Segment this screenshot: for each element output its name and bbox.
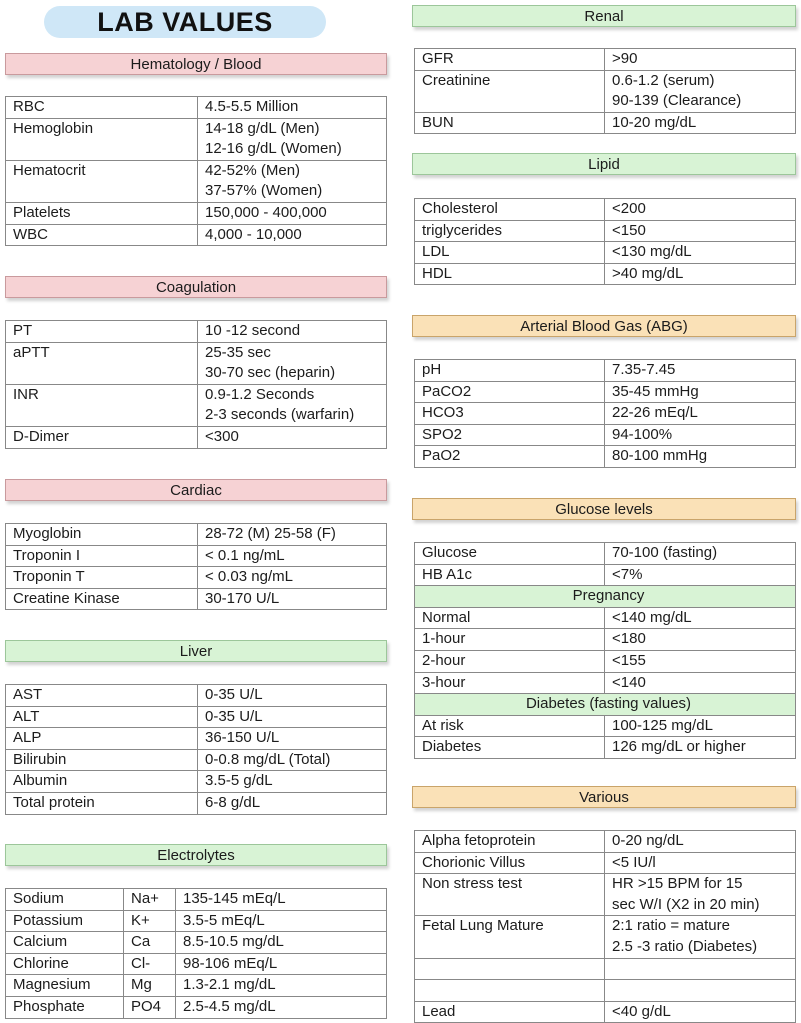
normal-range: 0-35 U/L: [198, 706, 387, 728]
test-name: 3-hour: [415, 672, 605, 694]
test-name: 2-hour: [415, 650, 605, 672]
normal-range: <7%: [605, 564, 796, 586]
table-row: [6, 996, 387, 1018]
test-name: PT: [6, 321, 198, 343]
normal-range: 0.9-1.2 Seconds 2-3 seconds (warfarin): [198, 384, 387, 426]
table-row: [6, 545, 387, 567]
normal-range: <140 mg/dL: [605, 607, 796, 629]
table-row: [6, 97, 387, 119]
table-row: [6, 749, 387, 771]
table-row: [415, 715, 796, 737]
normal-range: <40 g/dL: [605, 1001, 796, 1023]
lipid-table: [414, 198, 796, 285]
liver-table: [5, 684, 387, 815]
table-row: [6, 118, 387, 160]
test-name: [415, 980, 605, 1002]
cardiac-table: [5, 523, 387, 610]
normal-range: 100-125 mg/dL: [605, 715, 796, 737]
table-row: [6, 224, 387, 246]
normal-range: 42-52% (Men) 37-57% (Women): [198, 160, 387, 202]
table-row: [415, 424, 796, 446]
test-name: AST: [6, 685, 198, 707]
test-name: Alpha fetoprotein: [415, 831, 605, 853]
table-row: [415, 831, 796, 853]
table-row: [6, 910, 387, 932]
normal-range: 3.5-5 mEq/L: [176, 910, 387, 932]
table-row: [415, 916, 796, 958]
test-name: Cholesterol: [415, 199, 605, 221]
table-row: [6, 384, 387, 426]
table-row: [6, 975, 387, 997]
table-row: [415, 629, 796, 651]
normal-range: 35-45 mmHg: [605, 381, 796, 403]
table-row: [6, 160, 387, 202]
table-row: [6, 567, 387, 589]
test-name: Platelets: [6, 202, 198, 224]
normal-range: 22-26 mEq/L: [605, 403, 796, 425]
normal-range: <300: [198, 426, 387, 448]
table-row: [415, 263, 796, 285]
table-row: [415, 650, 796, 672]
test-name: Myoglobin: [6, 524, 198, 546]
symbol: K+: [124, 910, 176, 932]
test-name: 1-hour: [415, 629, 605, 651]
table-row: [415, 446, 796, 468]
normal-range: <150: [605, 220, 796, 242]
table-row: [415, 980, 796, 1002]
test-name: ALP: [6, 728, 198, 750]
diabetes-subheader-label: Diabetes (fasting values): [415, 694, 796, 716]
table-row: [415, 49, 796, 71]
normal-range: 135-145 mEq/L: [176, 889, 387, 911]
table-row: [415, 220, 796, 242]
symbol: Mg: [124, 975, 176, 997]
test-name: SPO2: [415, 424, 605, 446]
table-row: [6, 685, 387, 707]
test-name: pH: [415, 360, 605, 382]
test-name: Creatinine: [415, 70, 605, 112]
test-name: Calcium: [6, 932, 124, 954]
normal-range: 80-100 mmHg: [605, 446, 796, 468]
normal-range: 0-35 U/L: [198, 685, 387, 707]
abg-table: [414, 359, 796, 468]
test-name: Hematocrit: [6, 160, 198, 202]
test-name: Phosphate: [6, 996, 124, 1018]
test-name: Bilirubin: [6, 749, 198, 771]
test-name: [415, 958, 605, 980]
lipid-header: Lipid: [412, 153, 796, 175]
normal-range: 7.35-7.45: [605, 360, 796, 382]
test-name: Creatine Kinase: [6, 588, 198, 610]
normal-range: 30-170 U/L: [198, 588, 387, 610]
normal-range: 25-35 sec 30-70 sec (heparin): [198, 342, 387, 384]
various-table: [414, 830, 796, 1023]
normal-range: >40 mg/dL: [605, 263, 796, 285]
cardiac-header: Cardiac: [5, 479, 387, 501]
table-row: [6, 588, 387, 610]
liver-header: Liver: [5, 640, 387, 662]
table-row: [6, 426, 387, 448]
glucose-table: [414, 542, 796, 759]
test-name: Magnesium: [6, 975, 124, 997]
table-row: [415, 672, 796, 694]
table-row: [415, 852, 796, 874]
symbol: PO4: [124, 996, 176, 1018]
table-row: [6, 202, 387, 224]
table-row: [6, 932, 387, 954]
test-name: Non stress test: [415, 874, 605, 916]
normal-range: 10-20 mg/dL: [605, 112, 796, 134]
normal-range: 2.5-4.5 mg/dL: [176, 996, 387, 1018]
electrolytes-table: [5, 888, 387, 1019]
glucose-header: Glucose levels: [412, 498, 796, 520]
test-name: aPTT: [6, 342, 198, 384]
hematology-header: Hematology / Blood: [5, 53, 387, 75]
test-name: Albumin: [6, 771, 198, 793]
table-row: [6, 728, 387, 750]
normal-range: 94-100%: [605, 424, 796, 446]
table-row: [6, 953, 387, 975]
test-name: Chorionic Villus: [415, 852, 605, 874]
table-row: [6, 342, 387, 384]
renal-table: [414, 48, 796, 134]
diabetes-subheader: [415, 694, 796, 716]
normal-range: 28-72 (M) 25-58 (F): [198, 524, 387, 546]
table-row: [6, 889, 387, 911]
test-name: WBC: [6, 224, 198, 246]
table-row: [6, 524, 387, 546]
normal-range: [605, 980, 796, 1002]
table-row: [415, 199, 796, 221]
test-name: D-Dimer: [6, 426, 198, 448]
table-row: [415, 381, 796, 403]
test-name: Potassium: [6, 910, 124, 932]
normal-range: 1.3-2.1 mg/dL: [176, 975, 387, 997]
normal-range: 3.5-5 g/dL: [198, 771, 387, 793]
normal-range: 10 -12 second: [198, 321, 387, 343]
normal-range: <5 IU/l: [605, 852, 796, 874]
test-name: Troponin I: [6, 545, 198, 567]
table-row: [6, 792, 387, 814]
test-name: ALT: [6, 706, 198, 728]
symbol: Cl-: [124, 953, 176, 975]
test-name: Hemoglobin: [6, 118, 198, 160]
symbol: Na+: [124, 889, 176, 911]
table-row: [415, 607, 796, 629]
normal-range: 2:1 ratio = mature 2.5 -3 ratio (Diabetes): [605, 916, 796, 958]
abg-header: Arterial Blood Gas (ABG): [412, 315, 796, 337]
table-row: [415, 242, 796, 264]
table-row: [6, 706, 387, 728]
normal-range: [605, 958, 796, 980]
page-title: LAB VALUES: [44, 6, 326, 38]
test-name: At risk: [415, 715, 605, 737]
normal-range: 4.5-5.5 Million: [198, 97, 387, 119]
various-header: Various: [412, 786, 796, 808]
normal-range: 0-0.8 mg/dL (Total): [198, 749, 387, 771]
normal-range: 6-8 g/dL: [198, 792, 387, 814]
table-row: [415, 874, 796, 916]
test-name: triglycerides: [415, 220, 605, 242]
test-name: Sodium: [6, 889, 124, 911]
normal-range: 0.6-1.2 (serum) 90-139 (Clearance): [605, 70, 796, 112]
table-row: [6, 321, 387, 343]
normal-range: HR >15 BPM for 15 sec W/I (X2 in 20 min): [605, 874, 796, 916]
electrolytes-header: Electrolytes: [5, 844, 387, 866]
normal-range: 150,000 - 400,000: [198, 202, 387, 224]
table-row: [415, 958, 796, 980]
normal-range: >90: [605, 49, 796, 71]
normal-range: <180: [605, 629, 796, 651]
normal-range: 70-100 (fasting): [605, 543, 796, 565]
test-name: PaO2: [415, 446, 605, 468]
test-name: HDL: [415, 263, 605, 285]
test-name: Diabetes: [415, 737, 605, 759]
normal-range: 36-150 U/L: [198, 728, 387, 750]
test-name: Chlorine: [6, 953, 124, 975]
table-row: [415, 360, 796, 382]
normal-range: 126 mg/dL or higher: [605, 737, 796, 759]
renal-header: Renal: [412, 5, 796, 27]
table-row: [415, 70, 796, 112]
table-row: [415, 737, 796, 759]
test-name: PaCO2: [415, 381, 605, 403]
test-name: Glucose: [415, 543, 605, 565]
coagulation-table: [5, 320, 387, 449]
normal-range: < 0.1 ng/mL: [198, 545, 387, 567]
test-name: Lead: [415, 1001, 605, 1023]
normal-range: <155: [605, 650, 796, 672]
table-row: [415, 403, 796, 425]
symbol: Ca: [124, 932, 176, 954]
table-row: [415, 112, 796, 134]
test-name: GFR: [415, 49, 605, 71]
normal-range: 14-18 g/dL (Men) 12-16 g/dL (Women): [198, 118, 387, 160]
pregnancy-subheader: [415, 586, 796, 608]
table-row: [415, 1001, 796, 1023]
test-name: HB A1c: [415, 564, 605, 586]
test-name: BUN: [415, 112, 605, 134]
test-name: INR: [6, 384, 198, 426]
coagulation-header: Coagulation: [5, 276, 387, 298]
test-name: HCO3: [415, 403, 605, 425]
test-name: RBC: [6, 97, 198, 119]
test-name: Troponin T: [6, 567, 198, 589]
normal-range: <200: [605, 199, 796, 221]
normal-range: 98-106 mEq/L: [176, 953, 387, 975]
test-name: Normal: [415, 607, 605, 629]
normal-range: < 0.03 ng/mL: [198, 567, 387, 589]
test-name: Fetal Lung Mature: [415, 916, 605, 958]
normal-range: 4,000 - 10,000: [198, 224, 387, 246]
test-name: LDL: [415, 242, 605, 264]
pregnancy-subheader-label: Pregnancy: [415, 586, 796, 608]
test-name: Total protein: [6, 792, 198, 814]
normal-range: <140: [605, 672, 796, 694]
normal-range: 8.5-10.5 mg/dL: [176, 932, 387, 954]
table-row: [415, 543, 796, 565]
table-row: [415, 564, 796, 586]
normal-range: <130 mg/dL: [605, 242, 796, 264]
normal-range: 0-20 ng/dL: [605, 831, 796, 853]
hematology-table: [5, 96, 387, 246]
table-row: [6, 771, 387, 793]
